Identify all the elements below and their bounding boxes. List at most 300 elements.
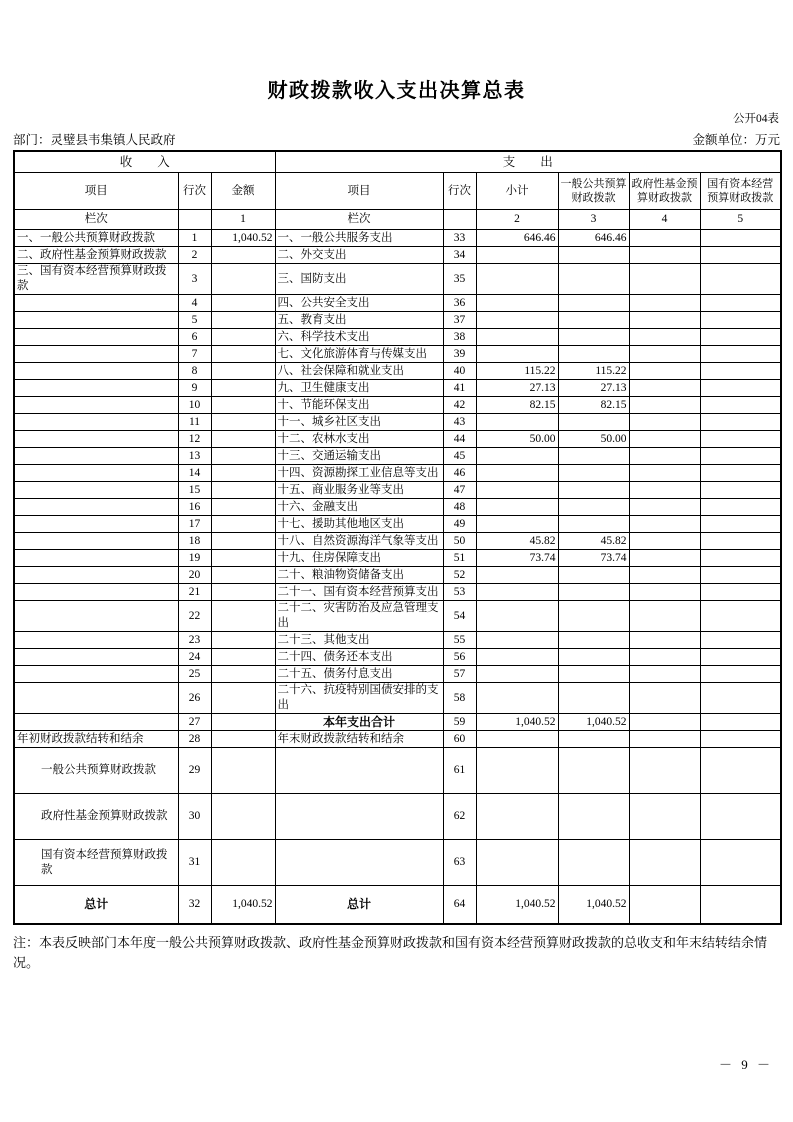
general-public-budget-cell: 45.82 xyxy=(558,533,629,550)
expenditure-item-cell: 十、节能环保支出 xyxy=(275,397,443,414)
expenditure-line-cell: 40 xyxy=(443,363,476,380)
subtotal-cell xyxy=(476,632,558,649)
expenditure-line-cell: 47 xyxy=(443,482,476,499)
government-fund-budget-cell xyxy=(629,748,700,794)
government-fund-budget-cell xyxy=(629,683,700,714)
income-amount-cell xyxy=(211,584,275,601)
table-row xyxy=(14,886,781,924)
expenditure-item-cell: 二十三、其他支出 xyxy=(275,632,443,649)
income-amount-cell xyxy=(211,329,275,346)
expenditure-item-cell: 十五、商业服务业等支出 xyxy=(275,482,443,499)
income-item-cell xyxy=(14,295,178,312)
table-row xyxy=(14,465,781,482)
subtotal-cell xyxy=(476,448,558,465)
income-amount-cell xyxy=(211,247,275,264)
expenditure-line-cell: 38 xyxy=(443,329,476,346)
state-capital-budget-cell xyxy=(700,264,781,295)
income-amount-cell xyxy=(211,794,275,840)
expenditure-item-cell: 十四、资源勘探工业信息等支出 xyxy=(275,465,443,482)
income-amount-cell xyxy=(211,840,275,886)
column-index-cell-8: 5 xyxy=(700,210,781,230)
state-capital-budget-cell xyxy=(700,601,781,632)
income-item-cell xyxy=(14,666,178,683)
expenditure-item-cell: 二十四、债务还本支出 xyxy=(275,649,443,666)
government-fund-budget-cell xyxy=(629,840,700,886)
income-amount-cell xyxy=(211,397,275,414)
column-index-cell-4 xyxy=(443,210,476,230)
general-public-budget-cell xyxy=(558,329,629,346)
subtotal-cell: 50.00 xyxy=(476,431,558,448)
state-capital-budget-cell xyxy=(700,247,781,264)
income-item-cell xyxy=(14,533,178,550)
income-amount-cell xyxy=(211,516,275,533)
income-item-cell: 政府性基金预算财政拨款 xyxy=(14,794,178,840)
income-line-cell: 17 xyxy=(178,516,211,533)
income-line-cell: 19 xyxy=(178,550,211,567)
expenditure-line-cell: 55 xyxy=(443,632,476,649)
general-public-budget-cell xyxy=(558,683,629,714)
state-capital-budget-cell xyxy=(700,683,781,714)
income-item-cell xyxy=(14,683,178,714)
state-capital-budget-cell xyxy=(700,295,781,312)
income-amount-cell xyxy=(211,632,275,649)
general-public-budget-cell xyxy=(558,414,629,431)
expenditure-line-cell: 56 xyxy=(443,649,476,666)
general-public-budget-cell: 115.22 xyxy=(558,363,629,380)
column-header-7: 政府性基金预算财政拨款 xyxy=(629,173,700,210)
state-capital-budget-cell xyxy=(700,482,781,499)
state-capital-budget-cell xyxy=(700,584,781,601)
state-capital-budget-cell xyxy=(700,431,781,448)
general-public-budget-cell xyxy=(558,632,629,649)
income-amount-cell xyxy=(211,731,275,748)
government-fund-budget-cell xyxy=(629,499,700,516)
income-line-cell: 25 xyxy=(178,666,211,683)
income-amount-cell xyxy=(211,683,275,714)
expenditure-item-cell: 十九、住房保障支出 xyxy=(275,550,443,567)
subtotal-cell xyxy=(476,414,558,431)
subtotal-cell xyxy=(476,295,558,312)
expenditure-line-cell: 52 xyxy=(443,567,476,584)
government-fund-budget-cell xyxy=(629,247,700,264)
general-public-budget-cell: 646.46 xyxy=(558,230,629,247)
state-capital-budget-cell xyxy=(700,714,781,731)
column-header-8: 国有资本经营预算财政拨款 xyxy=(700,173,781,210)
income-item-cell: 一般公共预算财政拨款 xyxy=(14,748,178,794)
general-public-budget-cell xyxy=(558,465,629,482)
table-row xyxy=(14,499,781,516)
state-capital-budget-cell xyxy=(700,748,781,794)
income-line-cell: 32 xyxy=(178,886,211,924)
subtotal-cell: 646.46 xyxy=(476,230,558,247)
income-line-cell: 26 xyxy=(178,683,211,714)
expenditure-item-cell: 十三、交通运输支出 xyxy=(275,448,443,465)
income-line-cell: 22 xyxy=(178,601,211,632)
state-capital-budget-cell xyxy=(700,397,781,414)
government-fund-budget-cell xyxy=(629,632,700,649)
subtotal-cell xyxy=(476,465,558,482)
expenditure-item-cell: 二十、粮油物资储备支出 xyxy=(275,567,443,584)
state-capital-budget-cell xyxy=(700,465,781,482)
government-fund-budget-cell xyxy=(629,886,700,924)
state-capital-budget-cell xyxy=(700,649,781,666)
income-item-cell xyxy=(14,550,178,567)
table-row xyxy=(14,714,781,731)
expenditure-line-cell: 48 xyxy=(443,499,476,516)
income-amount-cell xyxy=(211,567,275,584)
income-item-cell xyxy=(14,584,178,601)
government-fund-budget-cell xyxy=(629,550,700,567)
subtotal-cell: 45.82 xyxy=(476,533,558,550)
column-index-cell-6: 3 xyxy=(558,210,629,230)
income-group-header: 收 入 xyxy=(14,151,275,173)
state-capital-budget-cell xyxy=(700,448,781,465)
general-public-budget-cell xyxy=(558,448,629,465)
general-public-budget-cell xyxy=(558,584,629,601)
table-row xyxy=(14,247,781,264)
table-row xyxy=(14,840,781,886)
general-public-budget-cell xyxy=(558,312,629,329)
income-line-cell: 7 xyxy=(178,346,211,363)
state-capital-budget-cell xyxy=(700,731,781,748)
income-item-cell xyxy=(14,516,178,533)
government-fund-budget-cell xyxy=(629,584,700,601)
income-item-cell xyxy=(14,346,178,363)
income-line-cell: 9 xyxy=(178,380,211,397)
subtotal-cell xyxy=(476,649,558,666)
income-item-cell xyxy=(14,567,178,584)
subtotal-cell xyxy=(476,264,558,295)
income-line-cell: 29 xyxy=(178,748,211,794)
income-amount-cell xyxy=(211,380,275,397)
government-fund-budget-cell xyxy=(629,312,700,329)
government-fund-budget-cell xyxy=(629,649,700,666)
doc-form-label: 公开04表 xyxy=(733,113,779,125)
expenditure-line-cell: 53 xyxy=(443,584,476,601)
table-row xyxy=(14,649,781,666)
government-fund-budget-cell xyxy=(629,264,700,295)
expenditure-line-cell: 57 xyxy=(443,666,476,683)
expenditure-line-cell: 39 xyxy=(443,346,476,363)
column-header-2: 金额 xyxy=(211,173,275,210)
expenditure-line-cell: 63 xyxy=(443,840,476,886)
government-fund-budget-cell xyxy=(629,329,700,346)
income-line-cell: 20 xyxy=(178,567,211,584)
expenditure-line-cell: 59 xyxy=(443,714,476,731)
budget-summary-table xyxy=(13,150,782,925)
government-fund-budget-cell xyxy=(629,731,700,748)
income-line-cell: 15 xyxy=(178,482,211,499)
table-row xyxy=(14,329,781,346)
expenditure-item-cell: 八、社会保障和就业支出 xyxy=(275,363,443,380)
subtotal-cell xyxy=(476,499,558,516)
column-header-3: 项目 xyxy=(275,173,443,210)
state-capital-budget-cell xyxy=(700,516,781,533)
state-capital-budget-cell xyxy=(700,499,781,516)
state-capital-budget-cell xyxy=(700,533,781,550)
government-fund-budget-cell xyxy=(629,666,700,683)
income-line-cell: 2 xyxy=(178,247,211,264)
expenditure-item-cell: 十六、金融支出 xyxy=(275,499,443,516)
general-public-budget-cell xyxy=(558,731,629,748)
income-amount-cell xyxy=(211,264,275,295)
general-public-budget-cell: 1,040.52 xyxy=(558,714,629,731)
state-capital-budget-cell xyxy=(700,346,781,363)
income-line-cell: 10 xyxy=(178,397,211,414)
state-capital-budget-cell xyxy=(700,363,781,380)
government-fund-budget-cell xyxy=(629,295,700,312)
state-capital-budget-cell xyxy=(700,329,781,346)
income-amount-cell xyxy=(211,448,275,465)
subtotal-cell xyxy=(476,683,558,714)
income-line-cell: 21 xyxy=(178,584,211,601)
expenditure-item-cell: 七、文化旅游体育与传媒支出 xyxy=(275,346,443,363)
column-index-cell-2: 1 xyxy=(211,210,275,230)
expenditure-line-cell: 45 xyxy=(443,448,476,465)
income-item-cell: 三、国有资本经营预算财政拨款 xyxy=(14,264,178,295)
expenditure-line-cell: 36 xyxy=(443,295,476,312)
government-fund-budget-cell xyxy=(629,465,700,482)
income-line-cell: 4 xyxy=(178,295,211,312)
income-line-cell: 27 xyxy=(178,714,211,731)
expenditure-item-cell: 二十二、灾害防治及应急管理支出 xyxy=(275,601,443,632)
table-row xyxy=(14,482,781,499)
state-capital-budget-cell xyxy=(700,312,781,329)
general-public-budget-cell: 50.00 xyxy=(558,431,629,448)
general-public-budget-cell xyxy=(558,794,629,840)
general-public-budget-cell xyxy=(558,264,629,295)
general-public-budget-cell xyxy=(558,567,629,584)
income-amount-cell xyxy=(211,748,275,794)
subtotal-cell xyxy=(476,584,558,601)
table-row xyxy=(14,683,781,714)
column-header-1: 行次 xyxy=(178,173,211,210)
expenditure-item-cell: 十二、农林水支出 xyxy=(275,431,443,448)
expenditure-item-cell: 一、一般公共服务支出 xyxy=(275,230,443,247)
table-row xyxy=(14,431,781,448)
general-public-budget-cell xyxy=(558,499,629,516)
general-public-budget-cell: 27.13 xyxy=(558,380,629,397)
expenditure-line-cell: 54 xyxy=(443,601,476,632)
income-item-cell: 二、政府性基金预算财政拨款 xyxy=(14,247,178,264)
income-amount-cell xyxy=(211,714,275,731)
expenditure-item-cell: 二、外交支出 xyxy=(275,247,443,264)
state-capital-budget-cell xyxy=(700,567,781,584)
state-capital-budget-cell xyxy=(700,794,781,840)
income-amount-cell xyxy=(211,465,275,482)
expenditure-line-cell: 41 xyxy=(443,380,476,397)
government-fund-budget-cell xyxy=(629,516,700,533)
income-item-cell xyxy=(14,448,178,465)
table-row xyxy=(14,448,781,465)
income-line-cell: 23 xyxy=(178,632,211,649)
government-fund-budget-cell xyxy=(629,482,700,499)
income-line-cell: 18 xyxy=(178,533,211,550)
government-fund-budget-cell xyxy=(629,431,700,448)
income-item-cell xyxy=(14,431,178,448)
income-line-cell: 16 xyxy=(178,499,211,516)
table-row xyxy=(14,516,781,533)
table-row xyxy=(14,584,781,601)
table-row xyxy=(14,264,781,295)
expenditure-item-cell xyxy=(275,840,443,886)
table-row xyxy=(14,230,781,247)
table-row xyxy=(14,666,781,683)
footnote: 注：本表反映部门本年度一般公共预算财政拨款、政府性基金预算财政拨款和国有资本经营预算财政拨款的总收支和年末结转结余情况。 xyxy=(13,935,768,970)
subtotal-cell xyxy=(476,329,558,346)
expenditure-item-cell: 二十一、国有资本经营预算支出 xyxy=(275,584,443,601)
income-line-cell: 30 xyxy=(178,794,211,840)
government-fund-budget-cell xyxy=(629,397,700,414)
department-label: 部门：灵璧县韦集镇人民政府 xyxy=(13,133,176,147)
column-index-cell-3: 栏次 xyxy=(275,210,443,230)
income-amount-cell xyxy=(211,550,275,567)
income-line-cell: 14 xyxy=(178,465,211,482)
subtotal-cell xyxy=(476,731,558,748)
expenditure-line-cell: 43 xyxy=(443,414,476,431)
subtotal-cell: 27.13 xyxy=(476,380,558,397)
government-fund-budget-cell xyxy=(629,794,700,840)
income-line-cell: 12 xyxy=(178,431,211,448)
income-amount-cell xyxy=(211,363,275,380)
expenditure-item-cell: 十七、援助其他地区支出 xyxy=(275,516,443,533)
table-row xyxy=(14,295,781,312)
expenditure-line-cell: 35 xyxy=(443,264,476,295)
income-line-cell: 8 xyxy=(178,363,211,380)
income-item-cell xyxy=(14,632,178,649)
expenditure-line-cell: 44 xyxy=(443,431,476,448)
government-fund-budget-cell xyxy=(629,380,700,397)
column-header-4: 行次 xyxy=(443,173,476,210)
subtotal-cell xyxy=(476,312,558,329)
income-amount-cell xyxy=(211,295,275,312)
government-fund-budget-cell xyxy=(629,448,700,465)
expenditure-item-cell: 三、国防支出 xyxy=(275,264,443,295)
unit-label: 金额单位：万元 xyxy=(692,133,780,147)
table-row xyxy=(14,550,781,567)
general-public-budget-cell xyxy=(558,295,629,312)
table-row xyxy=(14,731,781,748)
expenditure-line-cell: 37 xyxy=(443,312,476,329)
table-row xyxy=(14,533,781,550)
income-item-cell xyxy=(14,649,178,666)
income-amount-cell xyxy=(211,601,275,632)
income-line-cell: 1 xyxy=(178,230,211,247)
state-capital-budget-cell xyxy=(700,886,781,924)
general-public-budget-cell: 82.15 xyxy=(558,397,629,414)
income-line-cell: 3 xyxy=(178,264,211,295)
expenditure-item-cell: 十八、自然资源海洋气象等支出 xyxy=(275,533,443,550)
general-public-budget-cell xyxy=(558,516,629,533)
subtotal-cell xyxy=(476,482,558,499)
general-public-budget-cell xyxy=(558,666,629,683)
expenditure-item-cell: 本年支出合计 xyxy=(275,714,443,731)
income-line-cell: 5 xyxy=(178,312,211,329)
income-amount-cell xyxy=(211,431,275,448)
expenditure-line-cell: 50 xyxy=(443,533,476,550)
state-capital-budget-cell xyxy=(700,380,781,397)
expenditure-line-cell: 60 xyxy=(443,731,476,748)
table-row xyxy=(14,312,781,329)
income-item-cell xyxy=(14,601,178,632)
income-line-cell: 13 xyxy=(178,448,211,465)
income-item-cell: 国有资本经营预算财政拨款 xyxy=(14,840,178,886)
income-item-cell xyxy=(14,482,178,499)
government-fund-budget-cell xyxy=(629,567,700,584)
table-row xyxy=(14,632,781,649)
state-capital-budget-cell xyxy=(700,230,781,247)
subtotal-cell xyxy=(476,346,558,363)
income-amount-cell xyxy=(211,482,275,499)
expenditure-item-cell: 二十五、债务付息支出 xyxy=(275,666,443,683)
income-item-cell xyxy=(14,329,178,346)
table-row xyxy=(14,414,781,431)
page-title: 财政拨款收入支出决算总表 xyxy=(267,80,526,102)
state-capital-budget-cell xyxy=(700,840,781,886)
expenditure-item-cell: 二十六、抗疫特别国债安排的支出 xyxy=(275,683,443,714)
expenditure-line-cell: 46 xyxy=(443,465,476,482)
income-line-cell: 11 xyxy=(178,414,211,431)
government-fund-budget-cell xyxy=(629,230,700,247)
government-fund-budget-cell xyxy=(629,714,700,731)
column-index-cell-5: 2 xyxy=(476,210,558,230)
state-capital-budget-cell xyxy=(700,632,781,649)
column-index-cell-0: 栏次 xyxy=(14,210,178,230)
expenditure-line-cell: 64 xyxy=(443,886,476,924)
expenditure-line-cell: 62 xyxy=(443,794,476,840)
subtotal-cell: 1,040.52 xyxy=(476,714,558,731)
income-amount-cell xyxy=(211,414,275,431)
expenditure-item-cell: 总计 xyxy=(275,886,443,924)
income-amount-cell: 1,040.52 xyxy=(211,886,275,924)
page-number: － 9 － xyxy=(718,1057,773,1072)
general-public-budget-cell xyxy=(558,649,629,666)
income-item-cell xyxy=(14,312,178,329)
expenditure-item-cell xyxy=(275,794,443,840)
expenditure-group-header: 支 出 xyxy=(275,151,781,173)
subtotal-cell: 115.22 xyxy=(476,363,558,380)
table-row xyxy=(14,794,781,840)
state-capital-budget-cell xyxy=(700,550,781,567)
income-line-cell: 28 xyxy=(178,731,211,748)
income-item-cell xyxy=(14,414,178,431)
subtotal-cell xyxy=(476,794,558,840)
income-item-cell xyxy=(14,380,178,397)
column-index-cell-1 xyxy=(178,210,211,230)
income-item-cell: 年初财政拨款结转和结余 xyxy=(14,731,178,748)
expenditure-line-cell: 51 xyxy=(443,550,476,567)
expenditure-line-cell: 49 xyxy=(443,516,476,533)
expenditure-item-cell: 六、科学技术支出 xyxy=(275,329,443,346)
group-header-row xyxy=(14,151,781,173)
meta-row xyxy=(13,130,780,148)
column-header-row xyxy=(14,173,781,210)
general-public-budget-cell xyxy=(558,601,629,632)
state-capital-budget-cell xyxy=(700,666,781,683)
expenditure-item-cell: 四、公共安全支出 xyxy=(275,295,443,312)
government-fund-budget-cell xyxy=(629,346,700,363)
expenditure-line-cell: 33 xyxy=(443,230,476,247)
income-amount-cell xyxy=(211,312,275,329)
government-fund-budget-cell xyxy=(629,601,700,632)
expenditure-line-cell: 34 xyxy=(443,247,476,264)
subtotal-cell: 82.15 xyxy=(476,397,558,414)
government-fund-budget-cell xyxy=(629,414,700,431)
general-public-budget-cell: 1,040.52 xyxy=(558,886,629,924)
table-row xyxy=(14,748,781,794)
income-item-cell xyxy=(14,465,178,482)
table-row xyxy=(14,601,781,632)
